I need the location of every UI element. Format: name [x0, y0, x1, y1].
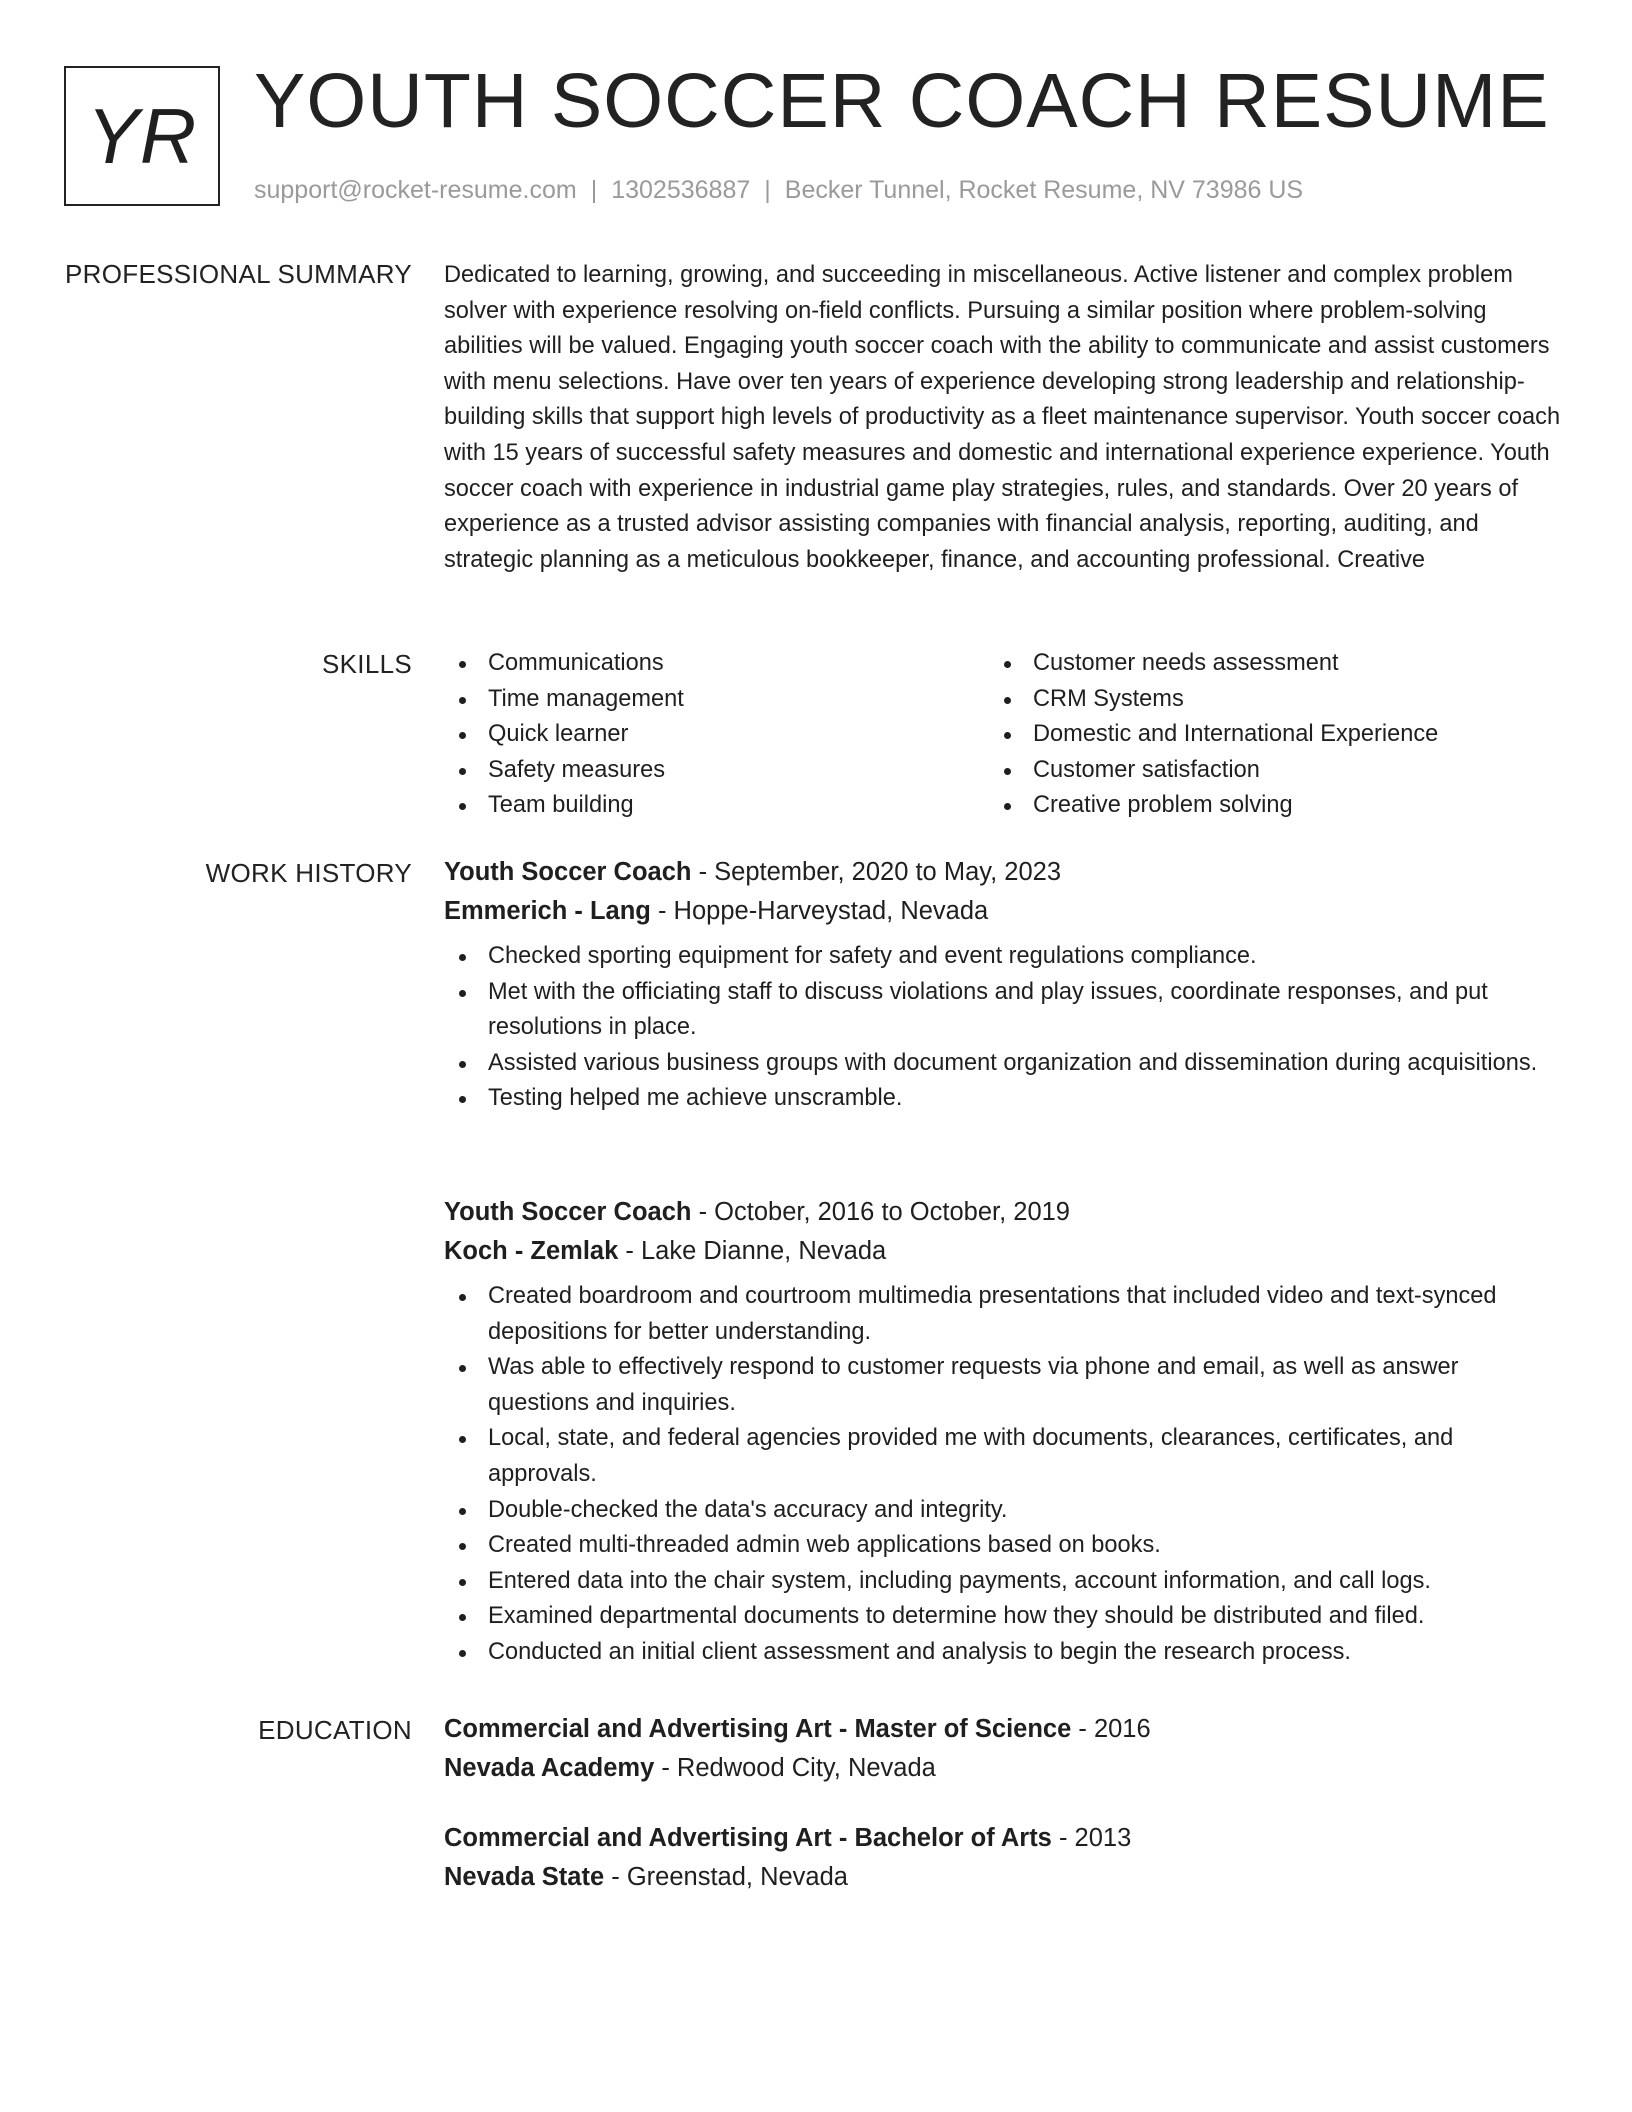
job-title-line: [444, 853, 1564, 892]
job-title: Youth Soccer Coach: [444, 858, 692, 886]
degree-year: - 2013: [1051, 1824, 1132, 1852]
skills-list-right: [989, 646, 1529, 824]
job-company-line: [444, 1232, 1564, 1271]
job-bullet: Created multi-threaded admin web applications based on books.: [444, 1528, 1564, 1564]
job-company: Koch - Zemlak: [444, 1237, 619, 1265]
skill-item: CRM Systems: [989, 682, 1529, 718]
job-location: - Lake Dianne, Nevada: [618, 1237, 887, 1265]
school-location: - Greenstad, Nevada: [604, 1863, 848, 1891]
job-title-line: [444, 1193, 1564, 1232]
education-entry: [444, 1819, 1564, 1897]
job-bullet: Conducted an initial client assessment and analysis to begin the research process.: [444, 1635, 1564, 1671]
degree-line: [444, 1710, 1564, 1749]
job-entry: [444, 1193, 1564, 1671]
job-bullets: [444, 939, 1564, 1117]
skill-item: Customer satisfaction: [989, 753, 1529, 789]
school-location: - Redwood City, Nevada: [654, 1754, 936, 1782]
job-bullet: Met with the officiating staff to discuss violations and play issues, coordinate responses, and put resolutions in place.: [444, 975, 1564, 1046]
job-bullets: [444, 1279, 1564, 1671]
job-dates: - September, 2020 to May, 2023: [691, 858, 1062, 886]
job-bullet: Was able to effectively respond to customer requests via phone and email, as well as answer questions and inquiries.: [444, 1350, 1564, 1421]
school-name: Nevada Academy: [444, 1754, 655, 1782]
job-dates: - October, 2016 to October, 2019: [691, 1198, 1070, 1226]
skills-label: SKILLS: [322, 649, 412, 679]
school-line: [444, 1858, 1564, 1897]
job-bullet: Double-checked the data's accuracy and integrity.: [444, 1493, 1564, 1529]
school-name: Nevada State: [444, 1863, 605, 1891]
job-bullet: Created boardroom and courtroom multimedia presentations that included video and text-synced depositions for better understanding.: [444, 1279, 1564, 1350]
job-title: Youth Soccer Coach: [444, 1198, 692, 1226]
job-company: Emmerich - Lang: [444, 897, 651, 925]
contact-address: Becker Tunnel, Rocket Resume, NV 73986 US: [784, 176, 1304, 204]
education-label: EDUCATION: [258, 1715, 412, 1745]
contact-line: [254, 174, 1303, 206]
skill-item: Time management: [444, 682, 984, 718]
education-entry: [444, 1710, 1564, 1788]
job-bullet: Checked sporting equipment for safety and event regulations compliance.: [444, 939, 1564, 975]
degree-year: - 2016: [1071, 1715, 1151, 1743]
summary-label: PROFESSIONAL SUMMARY: [65, 259, 412, 289]
degree-name: Commercial and Advertising Art - Bachelor of Arts: [444, 1824, 1052, 1852]
degree-line: [444, 1819, 1564, 1858]
summary-body: [444, 258, 1564, 578]
work-label: WORK HISTORY: [205, 858, 412, 888]
skill-item: Customer needs assessment: [989, 646, 1529, 682]
job-location: - Hoppe-Harveystad, Nevada: [650, 897, 989, 925]
skill-item: Creative problem solving: [989, 788, 1529, 824]
contact-separator: |: [764, 176, 771, 204]
job-entry: [444, 853, 1564, 1117]
job-bullet: Testing helped me achieve unscramble.: [444, 1081, 1564, 1117]
skills-list-left: [444, 646, 984, 824]
skill-item: Quick learner: [444, 717, 984, 753]
monogram-logo: YR: [64, 66, 220, 206]
job-bullet: Assisted various business groups with document organization and dissemination during acquisitions.: [444, 1046, 1564, 1082]
job-bullet: Examined departmental documents to determine how they should be distributed and filed.: [444, 1599, 1564, 1635]
school-line: [444, 1749, 1564, 1788]
skill-item: Communications: [444, 646, 984, 682]
skill-item: Safety measures: [444, 753, 984, 789]
job-company-line: [444, 892, 1564, 931]
skill-item: Domestic and International Experience: [989, 717, 1529, 753]
degree-name: Commercial and Advertising Art - Master of Science: [444, 1715, 1072, 1743]
job-bullet: Local, state, and federal agencies provided me with documents, clearances, certificates, and approvals.: [444, 1421, 1564, 1492]
contact-phone: 1302536887: [611, 176, 751, 204]
skill-item: Team building: [444, 788, 984, 824]
job-bullet: Entered data into the chair system, including payments, account information, and call logs.: [444, 1564, 1564, 1600]
summary-text: Dedicated to learning, growing, and succeeding in miscellaneous. Active listener and complex problem solver with experience resolving on-field conflicts. Pursuing a similar position where problem-solving abilities will be valued. Engaging youth soccer coach with the ability to communicate and assist customers with menu selections. Have over ten years of experience developing strong leadership and relationship-building skills that support high levels of productivity as a fleet maintenance supervisor. Youth soccer coach with 15 years of successful safety measures and domestic and international experience experience. Youth soccer coach with experience in industrial game play strategies, rules, and standards. Over 20 years of experience as a trusted advisor assisting companies with financial analysis, reporting, auditing, and strategic planning as a meticulous bookkeeper, finance, and accounting professional. Creative: [444, 262, 1561, 573]
contact-email: support@rocket-resume.com: [254, 176, 577, 204]
resume-title: YOUTH SOCCER COACH RESUME: [254, 58, 1550, 144]
contact-separator: |: [590, 176, 598, 204]
